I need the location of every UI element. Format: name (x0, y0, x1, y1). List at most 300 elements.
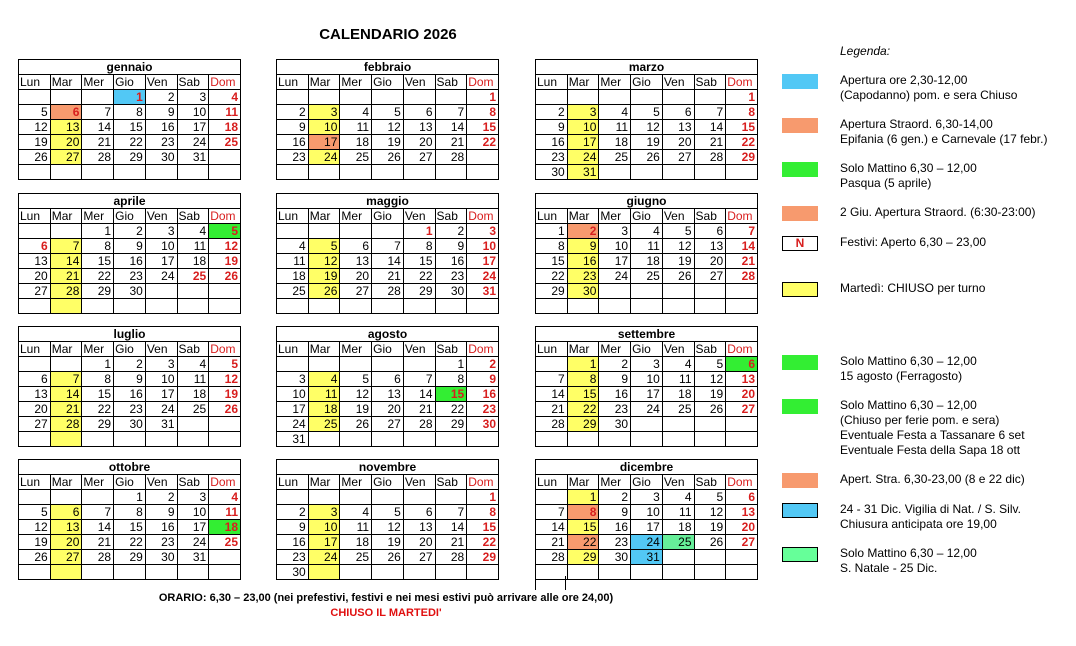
day-cell: 29 (726, 150, 758, 165)
day-cell: 27 (726, 535, 758, 550)
day-cell: 19 (372, 535, 404, 550)
legend-line: Chiusura anticipata ore 19,00 (840, 517, 997, 531)
day-cell: 12 (19, 520, 51, 535)
day-cell: 17 (631, 520, 663, 535)
day-cell: 15 (467, 120, 499, 135)
day-cell: 24 (467, 269, 499, 284)
weekday-header: Gio (114, 209, 146, 224)
day-cell: 29 (567, 417, 599, 432)
empty-cell (340, 90, 372, 105)
weekday-header: Ven (145, 75, 177, 90)
day-cell: 30 (536, 165, 568, 180)
day-cell: 28 (403, 417, 435, 432)
empty-cell (694, 417, 726, 432)
empty-cell (19, 490, 51, 505)
weekday-header: Mer (599, 342, 631, 357)
empty-cell (467, 565, 499, 580)
empty-cell (50, 165, 82, 180)
day-cell: 12 (662, 239, 694, 254)
day-cell: 18 (209, 120, 241, 135)
day-cell: 13 (19, 387, 51, 402)
day-cell: 3 (308, 505, 340, 520)
empty-cell (726, 417, 758, 432)
day-cell: 12 (631, 120, 663, 135)
day-cell: 2 (467, 357, 499, 372)
day-cell: 6 (340, 239, 372, 254)
weekday-header: Dom (726, 342, 758, 357)
day-cell: 1 (467, 490, 499, 505)
month-aprile (18, 193, 241, 314)
empty-cell (435, 299, 467, 314)
day-cell: 14 (726, 239, 758, 254)
empty-cell (403, 432, 435, 447)
empty-cell (50, 565, 82, 580)
empty-cell (694, 90, 726, 105)
empty-cell (340, 224, 372, 239)
empty-cell (726, 165, 758, 180)
legend-text (840, 235, 986, 250)
day-cell: 18 (340, 535, 372, 550)
day-cell: 5 (372, 505, 404, 520)
day-cell: 22 (726, 135, 758, 150)
month-novembre (276, 459, 499, 580)
day-cell: 3 (631, 490, 663, 505)
day-cell: 2 (567, 224, 599, 239)
day-cell: 1 (435, 357, 467, 372)
empty-cell (19, 90, 51, 105)
empty-cell (277, 224, 309, 239)
day-cell: 24 (308, 150, 340, 165)
day-cell: 1 (82, 357, 114, 372)
weekday-header: Sab (435, 342, 467, 357)
weekday-header: Lun (19, 209, 51, 224)
weekday-header: Ven (403, 209, 435, 224)
day-cell: 25 (277, 284, 309, 299)
day-cell: 19 (631, 135, 663, 150)
empty-cell (599, 90, 631, 105)
day-cell: 24 (145, 269, 177, 284)
day-cell: 4 (631, 224, 663, 239)
day-cell: 9 (145, 505, 177, 520)
day-cell: 22 (403, 269, 435, 284)
day-cell: 5 (19, 105, 51, 120)
day-cell: 14 (50, 387, 82, 402)
day-cell: 9 (467, 372, 499, 387)
day-cell: 17 (308, 535, 340, 550)
day-cell: 17 (177, 520, 209, 535)
day-cell: 28 (82, 550, 114, 565)
empty-cell (631, 432, 663, 447)
weekday-header: Lun (19, 75, 51, 90)
day-cell: 25 (631, 269, 663, 284)
day-cell: 11 (177, 372, 209, 387)
day-cell: 14 (435, 520, 467, 535)
empty-cell (694, 284, 726, 299)
day-cell: 3 (145, 357, 177, 372)
weekday-header: Dom (726, 475, 758, 490)
weekday-header: Sab (177, 475, 209, 490)
day-cell: 6 (726, 357, 758, 372)
day-cell: 14 (403, 387, 435, 402)
day-cell: 14 (372, 254, 404, 269)
empty-cell (50, 90, 82, 105)
day-cell: 8 (435, 372, 467, 387)
day-cell: 3 (599, 224, 631, 239)
day-cell: 13 (340, 254, 372, 269)
empty-cell (372, 432, 404, 447)
empty-cell (209, 565, 241, 580)
day-cell: 31 (145, 417, 177, 432)
day-cell: 25 (308, 417, 340, 432)
empty-cell (340, 490, 372, 505)
day-cell: 20 (50, 535, 82, 550)
day-cell: 5 (631, 105, 663, 120)
empty-cell (145, 432, 177, 447)
day-cell: 3 (308, 105, 340, 120)
day-cell: 7 (372, 239, 404, 254)
day-cell: 11 (277, 254, 309, 269)
day-cell: 5 (694, 357, 726, 372)
day-cell: 5 (209, 357, 241, 372)
empty-cell (308, 357, 340, 372)
day-cell: 2 (599, 357, 631, 372)
day-cell: 19 (694, 520, 726, 535)
empty-cell (19, 565, 51, 580)
empty-cell (19, 299, 51, 314)
weekday-header: Dom (209, 209, 241, 224)
day-cell: 20 (694, 254, 726, 269)
weekday-header: Mer (599, 209, 631, 224)
day-cell: 30 (467, 417, 499, 432)
day-cell: 10 (277, 387, 309, 402)
day-cell: 27 (19, 284, 51, 299)
day-cell: 2 (277, 105, 309, 120)
day-cell: 9 (277, 520, 309, 535)
weekday-header: Ven (403, 75, 435, 90)
day-cell: 1 (82, 224, 114, 239)
day-cell: 7 (82, 105, 114, 120)
day-cell: 22 (82, 402, 114, 417)
day-cell: 1 (403, 224, 435, 239)
legend-text (840, 205, 1035, 220)
day-cell: 25 (340, 550, 372, 565)
day-cell: 18 (631, 254, 663, 269)
weekday-header: Dom (467, 342, 499, 357)
weekday-header: Ven (662, 209, 694, 224)
day-cell: 20 (403, 135, 435, 150)
empty-cell (599, 299, 631, 314)
day-cell: 3 (631, 357, 663, 372)
empty-cell (308, 299, 340, 314)
day-cell: 23 (536, 150, 568, 165)
weekday-header: Ven (145, 342, 177, 357)
day-cell: 16 (467, 387, 499, 402)
weekday-header: Sab (435, 475, 467, 490)
day-cell: 11 (308, 387, 340, 402)
empty-cell (467, 299, 499, 314)
weekday-header: Dom (209, 475, 241, 490)
day-cell: 24 (631, 402, 663, 417)
month-agosto (276, 326, 499, 447)
empty-cell (114, 299, 146, 314)
day-cell: 22 (467, 135, 499, 150)
day-cell: 16 (277, 535, 309, 550)
day-cell: 26 (372, 150, 404, 165)
day-cell: 14 (536, 387, 568, 402)
weekday-header: Gio (114, 475, 146, 490)
day-cell: 24 (177, 135, 209, 150)
day-cell: 20 (662, 135, 694, 150)
day-cell: 15 (114, 520, 146, 535)
empty-cell (662, 565, 694, 580)
weekday-header: Mer (82, 209, 114, 224)
day-cell: 15 (536, 254, 568, 269)
legend-swatch: N (782, 236, 818, 251)
day-cell: 8 (467, 505, 499, 520)
weekday-header: Lun (536, 342, 568, 357)
empty-cell (177, 417, 209, 432)
day-cell: 29 (567, 550, 599, 565)
day-cell: 19 (209, 254, 241, 269)
empty-cell (536, 565, 568, 580)
legend-line: (Chiuso per ferie pom. e sera) (840, 413, 1000, 427)
day-cell: 2 (145, 490, 177, 505)
empty-cell (114, 165, 146, 180)
day-cell: 12 (209, 239, 241, 254)
empty-cell (340, 299, 372, 314)
day-cell: 22 (435, 402, 467, 417)
day-cell: 23 (114, 402, 146, 417)
legend-line: Eventuale Festa della Sapa 18 ott (840, 443, 1021, 457)
day-cell: 23 (435, 269, 467, 284)
legend-text (840, 546, 977, 576)
weekday-header: Gio (372, 342, 404, 357)
empty-cell (694, 432, 726, 447)
weekday-header: Ven (662, 342, 694, 357)
empty-cell (567, 299, 599, 314)
empty-cell (694, 565, 726, 580)
empty-cell (726, 432, 758, 447)
empty-cell (19, 224, 51, 239)
empty-cell (599, 284, 631, 299)
day-cell: 27 (403, 550, 435, 565)
weekday-header: Gio (631, 342, 663, 357)
day-cell: 31 (467, 284, 499, 299)
day-cell: 8 (82, 239, 114, 254)
day-cell: 13 (403, 520, 435, 535)
empty-cell (372, 90, 404, 105)
legend-line: Apertura Straord. 6,30-14,00 (840, 117, 993, 131)
month-luglio (18, 326, 241, 447)
empty-cell (177, 432, 209, 447)
empty-cell (145, 165, 177, 180)
day-cell: 31 (177, 550, 209, 565)
empty-cell (536, 299, 568, 314)
day-cell: 29 (82, 417, 114, 432)
empty-cell (177, 284, 209, 299)
day-cell: 27 (19, 417, 51, 432)
day-cell: 20 (403, 535, 435, 550)
weekday-header: Gio (631, 75, 663, 90)
empty-cell (340, 565, 372, 580)
empty-cell (372, 357, 404, 372)
weekday-header: Gio (372, 209, 404, 224)
day-cell: 15 (726, 120, 758, 135)
day-cell: 6 (726, 490, 758, 505)
month-title: aprile (19, 194, 241, 209)
day-cell: 26 (631, 150, 663, 165)
empty-cell (726, 299, 758, 314)
day-cell: 18 (277, 269, 309, 284)
day-cell: 30 (435, 284, 467, 299)
empty-cell (631, 417, 663, 432)
day-cell: 16 (599, 387, 631, 402)
day-cell: 30 (145, 150, 177, 165)
day-cell: 13 (403, 120, 435, 135)
day-cell: 18 (209, 520, 241, 535)
weekday-header: Mer (340, 342, 372, 357)
day-cell: 19 (694, 387, 726, 402)
empty-cell (308, 165, 340, 180)
weekday-header: Lun (536, 75, 568, 90)
day-cell: 12 (372, 520, 404, 535)
legend-line: 24 - 31 Dic. Vigilia di Nat. / S. Silv. (840, 502, 1021, 516)
day-cell: 6 (50, 505, 82, 520)
day-cell: 3 (277, 372, 309, 387)
day-cell: 17 (177, 120, 209, 135)
day-cell: 7 (726, 224, 758, 239)
day-cell: 29 (82, 284, 114, 299)
legend-text (840, 354, 977, 384)
day-cell: 3 (567, 105, 599, 120)
day-cell: 16 (277, 135, 309, 150)
weekday-header: Mer (82, 475, 114, 490)
weekday-header: Mar (567, 209, 599, 224)
day-cell: 25 (209, 135, 241, 150)
empty-cell (19, 165, 51, 180)
legend-line: Solo Mattino 6,30 – 12,00 (840, 161, 977, 175)
day-cell: 30 (277, 565, 309, 580)
day-cell: 2 (435, 224, 467, 239)
day-cell: 16 (145, 120, 177, 135)
day-cell: 22 (114, 535, 146, 550)
month-title: maggio (277, 194, 499, 209)
empty-cell (82, 165, 114, 180)
empty-cell (114, 565, 146, 580)
day-cell: 26 (209, 269, 241, 284)
day-cell: 10 (631, 505, 663, 520)
day-cell: 9 (114, 372, 146, 387)
legend-swatch (782, 355, 818, 370)
day-cell: 11 (340, 120, 372, 135)
day-cell: 4 (209, 490, 241, 505)
empty-cell (50, 490, 82, 505)
day-cell: 7 (403, 372, 435, 387)
day-cell: 25 (599, 150, 631, 165)
day-cell: 10 (308, 120, 340, 135)
empty-cell (662, 90, 694, 105)
legend-line: Epifania (6 gen.) e Carnevale (17 febr.) (840, 132, 1048, 146)
weekday-header: Gio (372, 75, 404, 90)
day-cell: 4 (177, 357, 209, 372)
empty-cell (50, 432, 82, 447)
day-cell: 3 (145, 224, 177, 239)
divider-line (565, 576, 566, 590)
empty-cell (372, 490, 404, 505)
day-cell: 12 (308, 254, 340, 269)
day-cell: 29 (467, 550, 499, 565)
day-cell: 9 (567, 239, 599, 254)
day-cell: 12 (694, 505, 726, 520)
day-cell: 9 (114, 239, 146, 254)
legend-swatch (782, 206, 818, 221)
empty-cell (19, 357, 51, 372)
day-cell: 29 (403, 284, 435, 299)
day-cell: 22 (114, 135, 146, 150)
empty-cell (82, 565, 114, 580)
empty-cell (145, 284, 177, 299)
empty-cell (662, 432, 694, 447)
weekday-header: Mar (308, 75, 340, 90)
empty-cell (50, 357, 82, 372)
day-cell: 19 (209, 387, 241, 402)
day-cell: 4 (340, 505, 372, 520)
empty-cell (308, 224, 340, 239)
day-cell: 1 (114, 90, 146, 105)
weekday-header: Mar (50, 209, 82, 224)
day-cell: 18 (662, 387, 694, 402)
day-cell: 2 (599, 490, 631, 505)
day-cell: 12 (209, 372, 241, 387)
day-cell: 15 (82, 254, 114, 269)
day-cell: 24 (631, 535, 663, 550)
empty-cell (277, 90, 309, 105)
empty-cell (403, 90, 435, 105)
empty-cell (177, 299, 209, 314)
day-cell: 7 (50, 372, 82, 387)
day-cell: 27 (50, 150, 82, 165)
day-cell: 30 (145, 550, 177, 565)
day-cell: 10 (145, 372, 177, 387)
day-cell: 6 (19, 372, 51, 387)
legend-text (840, 73, 1017, 103)
day-cell: 4 (662, 357, 694, 372)
empty-cell (567, 565, 599, 580)
day-cell: 15 (435, 387, 467, 402)
day-cell: 23 (277, 150, 309, 165)
legend-swatch (782, 503, 818, 518)
day-cell: 21 (536, 402, 568, 417)
day-cell: 22 (536, 269, 568, 284)
day-cell: 7 (82, 505, 114, 520)
day-cell: 5 (694, 490, 726, 505)
weekday-header: Mar (50, 75, 82, 90)
month-marzo (535, 59, 758, 180)
legend-text (840, 281, 985, 296)
weekday-header: Mar (308, 475, 340, 490)
day-cell: 10 (467, 239, 499, 254)
day-cell: 7 (694, 105, 726, 120)
weekday-header: Lun (277, 75, 309, 90)
weekday-header: Sab (435, 209, 467, 224)
day-cell: 10 (308, 520, 340, 535)
day-cell: 24 (145, 402, 177, 417)
day-cell: 24 (599, 269, 631, 284)
day-cell: 31 (567, 165, 599, 180)
day-cell: 1 (726, 90, 758, 105)
day-cell: 4 (209, 90, 241, 105)
weekday-header: Sab (177, 75, 209, 90)
